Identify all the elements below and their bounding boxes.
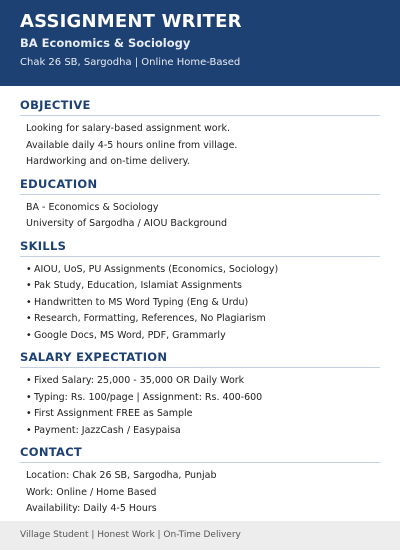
skill-text: Handwritten to MS Word Typing (Eng & Urdu) (34, 296, 249, 308)
contact-line: Availability: Daily 4-5 Hours (26, 503, 157, 514)
salary-section (20, 350, 380, 439)
salary-heading: SALARY EXPECTATION (20, 350, 380, 368)
contact-heading: CONTACT (20, 445, 380, 463)
contact-line: Location: Chak 26 SB, Sargodha, Punjab (26, 470, 217, 481)
skills-heading: SKILLS (20, 239, 380, 257)
location-line: Chak 26 SB, Sargodha | Online Home-Based (20, 57, 241, 68)
objective-line: Hardworking and on-time delivery. (26, 156, 190, 167)
page-title: ASSIGNMENT WRITER (20, 11, 242, 32)
education-section (20, 177, 380, 233)
objective-section (20, 98, 380, 171)
contact-line: Work: Online / Home Based (26, 486, 157, 498)
salary-item (26, 390, 380, 407)
bullet-icon: • (26, 329, 32, 341)
skill-item (26, 262, 380, 279)
skill-item (26, 328, 380, 345)
contact-section (20, 445, 380, 518)
resume-header (0, 0, 400, 86)
footer-text: Village Student | Honest Work | On-Time Delivery (20, 530, 241, 540)
skill-text: Research, Formatting, References, No Plagiarism (34, 313, 266, 324)
skill-text: Google Docs, MS Word, PDF, Grammarly (34, 329, 226, 341)
footer-bar (0, 521, 400, 550)
education-heading: EDUCATION (20, 177, 380, 195)
skill-text: Pak Study, Education, Islamiat Assignments (34, 280, 243, 291)
skill-item (26, 295, 380, 312)
objective-line: Available daily 4-5 hours online from village. (26, 139, 238, 151)
salary-item (26, 423, 380, 440)
bullet-icon: • (26, 408, 32, 419)
education-line: University of Sargodha / AIOU Background (26, 218, 228, 229)
skill-item (26, 311, 380, 328)
resume-body (0, 86, 400, 518)
bullet-icon: • (26, 375, 32, 386)
skill-item (26, 278, 380, 295)
skills-section (20, 239, 380, 345)
objective-line: Looking for salary-based assignment work. (26, 123, 231, 134)
objective-heading: OBJECTIVE (20, 98, 380, 116)
bullet-icon: • (26, 313, 32, 324)
bullet-icon: • (26, 263, 32, 275)
salary-text: Typing: Rs. 100/page | Assignment: Rs. 400-600 (34, 391, 263, 403)
salary-text: Payment: JazzCash / Easypaisa (34, 424, 181, 436)
bullet-icon: • (26, 391, 32, 403)
salary-item (26, 406, 380, 423)
salary-text: Fixed Salary: 25,000 - 35,000 OR Daily Work (34, 375, 245, 386)
education-line: BA - Economics & Sociology (26, 201, 159, 213)
degree-subtitle: BA Economics & Sociology (20, 36, 191, 50)
bullet-icon: • (26, 296, 32, 308)
bullet-icon: • (26, 280, 32, 291)
salary-text: First Assignment FREE as Sample (34, 408, 193, 419)
salary-item (26, 373, 380, 390)
skill-text: AIOU, UoS, PU Assignments (Economics, Sociology) (34, 263, 279, 275)
bullet-icon: • (26, 424, 32, 436)
